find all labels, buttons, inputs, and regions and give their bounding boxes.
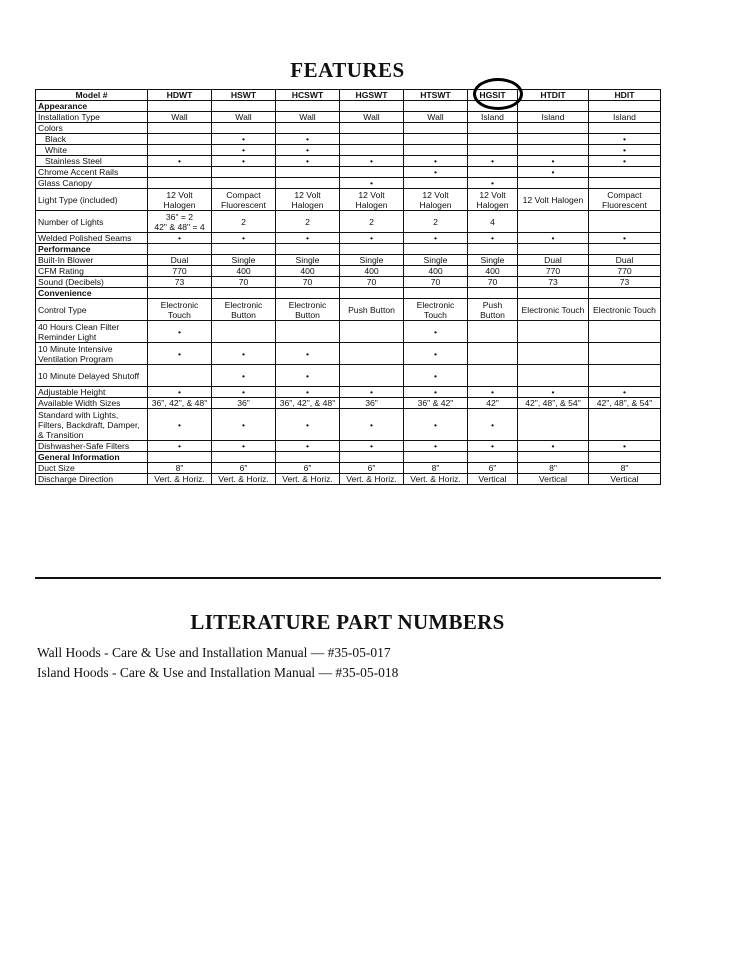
- table-cell: Vert. & Horiz.: [276, 474, 340, 485]
- table-cell: Compact Fluorescent: [589, 189, 661, 211]
- feature-dot-cell: •: [468, 156, 518, 167]
- table-cell: 2: [276, 211, 340, 233]
- table-cell: [404, 101, 468, 112]
- table-cell: 73: [589, 277, 661, 288]
- table-row: [36, 101, 661, 112]
- table-row: [36, 112, 661, 123]
- row-label: Adjustable Height: [36, 387, 148, 398]
- model-header-cell: HGSWT: [340, 90, 404, 101]
- feature-dot-cell: •: [340, 233, 404, 244]
- table-cell: Wall: [148, 112, 212, 123]
- table-cell: [468, 321, 518, 343]
- feature-dot-cell: •: [589, 134, 661, 145]
- feature-dot-cell: •: [340, 441, 404, 452]
- table-row: [36, 123, 661, 134]
- model-header-cell: HGSIT: [468, 90, 518, 101]
- table-cell: 8": [404, 463, 468, 474]
- table-cell: Compact Fluorescent: [212, 189, 276, 211]
- feature-dot-cell: •: [589, 387, 661, 398]
- row-label: Black: [36, 134, 148, 145]
- table-cell: Vert. & Horiz.: [148, 474, 212, 485]
- table-cell: [212, 101, 276, 112]
- table-cell: Vert. & Horiz.: [212, 474, 276, 485]
- row-label: Stainless Steel: [36, 156, 148, 167]
- table-cell: [589, 343, 661, 365]
- table-cell: [468, 134, 518, 145]
- table-cell: [518, 452, 589, 463]
- table-cell: 70: [404, 277, 468, 288]
- table-cell: [518, 409, 589, 441]
- table-row: [36, 409, 661, 441]
- table-cell: 73: [518, 277, 589, 288]
- table-cell: [404, 288, 468, 299]
- table-cell: 36", 42", & 48": [148, 398, 212, 409]
- table-row: [36, 474, 661, 485]
- features-title: FEATURES: [290, 58, 405, 82]
- table-cell: [340, 101, 404, 112]
- feature-dot-cell: •: [212, 233, 276, 244]
- row-label: Chrome Accent Rails: [36, 167, 148, 178]
- row-label: Sound (Decibels): [36, 277, 148, 288]
- table-cell: Dual: [148, 255, 212, 266]
- table-cell: 2: [340, 211, 404, 233]
- features-table: [35, 89, 661, 485]
- table-cell: [589, 123, 661, 134]
- table-cell: [404, 123, 468, 134]
- row-label: Light Type (included): [36, 189, 148, 211]
- table-cell: 12 Volt Halogen: [148, 189, 212, 211]
- table-cell: [468, 288, 518, 299]
- features-body: [36, 101, 661, 485]
- feature-dot-cell: •: [148, 387, 212, 398]
- table-cell: [518, 321, 589, 343]
- table-cell: 12 Volt Halogen: [276, 189, 340, 211]
- feature-dot-cell: •: [148, 343, 212, 365]
- table-cell: Dual: [518, 255, 589, 266]
- table-cell: [148, 288, 212, 299]
- feature-dot-cell: •: [276, 409, 340, 441]
- table-row: [36, 255, 661, 266]
- row-label: Dishwasher-Safe Filters: [36, 441, 148, 452]
- table-cell: 400: [212, 266, 276, 277]
- feature-dot-cell: •: [404, 233, 468, 244]
- table-cell: [404, 145, 468, 156]
- table-cell: [148, 145, 212, 156]
- table-cell: 42", 48", & 54": [518, 398, 589, 409]
- table-cell: [589, 365, 661, 387]
- table-cell: Single: [404, 255, 468, 266]
- table-cell: [404, 244, 468, 255]
- table-cell: 6": [212, 463, 276, 474]
- feature-dot-cell: •: [468, 233, 518, 244]
- feature-dot-cell: •: [276, 145, 340, 156]
- table-cell: 8": [589, 463, 661, 474]
- table-cell: [276, 452, 340, 463]
- feature-dot-cell: •: [404, 343, 468, 365]
- literature-title: LITERATURE PART NUMBERS: [190, 610, 505, 634]
- table-cell: Island: [468, 112, 518, 123]
- table-cell: 36": [340, 398, 404, 409]
- table-cell: [340, 452, 404, 463]
- table-cell: [589, 452, 661, 463]
- feature-dot-cell: •: [276, 156, 340, 167]
- table-row: [36, 463, 661, 474]
- table-cell: 2: [212, 211, 276, 233]
- table-cell: Single: [468, 255, 518, 266]
- table-cell: [148, 365, 212, 387]
- header-row: [36, 90, 661, 101]
- feature-dot-cell: •: [468, 178, 518, 189]
- table-cell: [468, 244, 518, 255]
- table-cell: [340, 321, 404, 343]
- feature-dot-cell: •: [404, 365, 468, 387]
- table-cell: [518, 244, 589, 255]
- table-cell: Island: [518, 112, 589, 123]
- table-cell: Single: [340, 255, 404, 266]
- table-row: [36, 288, 661, 299]
- table-row: [36, 167, 661, 178]
- table-cell: [148, 178, 212, 189]
- model-header-cell: HTSWT: [404, 90, 468, 101]
- feature-dot-cell: •: [212, 365, 276, 387]
- feature-dot-cell: •: [212, 343, 276, 365]
- row-label: Available Width Sizes: [36, 398, 148, 409]
- table-cell: [148, 123, 212, 134]
- table-cell: [276, 101, 340, 112]
- table-cell: [148, 134, 212, 145]
- table-cell: [340, 343, 404, 365]
- table-cell: [276, 244, 340, 255]
- table-cell: [589, 321, 661, 343]
- table-row: [36, 343, 661, 365]
- feature-dot-cell: •: [212, 145, 276, 156]
- table-cell: [340, 123, 404, 134]
- feature-dot-cell: •: [276, 233, 340, 244]
- table-cell: 12 Volt Halogen: [518, 189, 589, 211]
- table-cell: 73: [148, 277, 212, 288]
- table-cell: [276, 321, 340, 343]
- table-cell: [589, 288, 661, 299]
- table-cell: Island: [589, 112, 661, 123]
- table-cell: [212, 288, 276, 299]
- table-cell: 70: [276, 277, 340, 288]
- feature-dot-cell: •: [212, 409, 276, 441]
- table-cell: 6": [468, 463, 518, 474]
- table-cell: Electronic Touch: [518, 299, 589, 321]
- feature-dot-cell: •: [148, 156, 212, 167]
- table-cell: 36" & 42": [404, 398, 468, 409]
- table-cell: [468, 167, 518, 178]
- feature-dot-cell: •: [148, 233, 212, 244]
- feature-dot-cell: •: [404, 441, 468, 452]
- table-cell: [518, 178, 589, 189]
- row-label: Appearance: [36, 101, 148, 112]
- table-cell: [589, 167, 661, 178]
- feature-dot-cell: •: [212, 387, 276, 398]
- divider-rule: [35, 577, 661, 579]
- table-cell: 12 Volt Halogen: [340, 189, 404, 211]
- row-label: Convenience: [36, 288, 148, 299]
- feature-dot-cell: •: [518, 233, 589, 244]
- model-header-cell: HTDIT: [518, 90, 589, 101]
- table-row: [36, 178, 661, 189]
- table-cell: 6": [276, 463, 340, 474]
- feature-dot-cell: •: [404, 409, 468, 441]
- table-row: [36, 244, 661, 255]
- table-cell: [276, 123, 340, 134]
- feature-dot-cell: •: [468, 387, 518, 398]
- table-cell: Single: [276, 255, 340, 266]
- feature-dot-cell: •: [468, 441, 518, 452]
- table-cell: 6": [340, 463, 404, 474]
- row-label: Colors: [36, 123, 148, 134]
- table-cell: Vert. & Horiz.: [340, 474, 404, 485]
- feature-dot-cell: •: [212, 441, 276, 452]
- table-cell: [148, 101, 212, 112]
- feature-dot-cell: •: [589, 441, 661, 452]
- table-cell: [589, 409, 661, 441]
- table-row: [36, 398, 661, 409]
- table-cell: [404, 452, 468, 463]
- table-row: [36, 156, 661, 167]
- table-cell: [518, 365, 589, 387]
- table-row: [36, 387, 661, 398]
- table-cell: [212, 167, 276, 178]
- table-cell: 42": [468, 398, 518, 409]
- table-cell: 8": [148, 463, 212, 474]
- table-cell: 400: [276, 266, 340, 277]
- table-cell: [340, 167, 404, 178]
- table-cell: [468, 145, 518, 156]
- table-row: [36, 211, 661, 233]
- table-cell: [468, 343, 518, 365]
- feature-dot-cell: •: [148, 321, 212, 343]
- table-cell: [276, 178, 340, 189]
- table-row: [36, 266, 661, 277]
- feature-dot-cell: •: [340, 178, 404, 189]
- row-label: General Information: [36, 452, 148, 463]
- table-cell: Electronic Touch: [589, 299, 661, 321]
- table-cell: [589, 211, 661, 233]
- feature-dot-cell: •: [148, 441, 212, 452]
- table-row: [36, 321, 661, 343]
- literature-line-island: Island Hoods - Care & Use and Installation Manual — #35-05-018: [37, 665, 399, 680]
- model-header-cell: HDIT: [589, 90, 661, 101]
- table-cell: [468, 123, 518, 134]
- table-row: [36, 145, 661, 156]
- table-cell: [340, 145, 404, 156]
- feature-dot-cell: •: [212, 156, 276, 167]
- table-cell: Electronic Touch: [148, 299, 212, 321]
- table-cell: [518, 343, 589, 365]
- row-label: Installation Type: [36, 112, 148, 123]
- feature-dot-cell: •: [468, 409, 518, 441]
- table-cell: [148, 452, 212, 463]
- table-cell: Electronic Button: [212, 299, 276, 321]
- table-row: [36, 299, 661, 321]
- feature-dot-cell: •: [518, 167, 589, 178]
- row-label: Glass Canopy: [36, 178, 148, 189]
- table-cell: [212, 178, 276, 189]
- row-label: Control Type: [36, 299, 148, 321]
- table-cell: 12 Volt Halogen: [404, 189, 468, 211]
- table-cell: [518, 211, 589, 233]
- table-cell: [212, 244, 276, 255]
- table-cell: [212, 452, 276, 463]
- table-cell: 770: [518, 266, 589, 277]
- hand-drawn-circle-highlight: [473, 78, 523, 110]
- feature-dot-cell: •: [589, 156, 661, 167]
- table-cell: 4: [468, 211, 518, 233]
- table-cell: Wall: [340, 112, 404, 123]
- table-cell: 8": [518, 463, 589, 474]
- table-cell: 36" = 2 42" & 48" = 4: [148, 211, 212, 233]
- table-cell: 36": [212, 398, 276, 409]
- table-cell: 770: [589, 266, 661, 277]
- feature-dot-cell: •: [404, 321, 468, 343]
- model-header-cell: HDWT: [148, 90, 212, 101]
- feature-dot-cell: •: [518, 387, 589, 398]
- table-cell: [518, 134, 589, 145]
- table-cell: [340, 365, 404, 387]
- row-label: Duct Size: [36, 463, 148, 474]
- table-cell: Single: [212, 255, 276, 266]
- model-header: Model #: [36, 90, 148, 101]
- feature-dot-cell: •: [276, 441, 340, 452]
- table-cell: 36", 42", & 48": [276, 398, 340, 409]
- table-cell: Vert. & Horiz.: [404, 474, 468, 485]
- table-cell: 70: [212, 277, 276, 288]
- table-cell: [589, 244, 661, 255]
- table-row: [36, 452, 661, 463]
- feature-dot-cell: •: [404, 167, 468, 178]
- row-label: 10 Minute Intensive Ventilation Program: [36, 343, 148, 365]
- feature-dot-cell: •: [518, 441, 589, 452]
- row-label: Standard with Lights, Filters, Backdraft, Damper, & Transition: [36, 409, 148, 441]
- row-label: Discharge Direction: [36, 474, 148, 485]
- feature-dot-cell: •: [212, 134, 276, 145]
- row-label: 10 Minute Delayed Shutoff: [36, 365, 148, 387]
- table-cell: Wall: [404, 112, 468, 123]
- table-cell: Dual: [589, 255, 661, 266]
- feature-dot-cell: •: [589, 145, 661, 156]
- row-label: Built-In Blower: [36, 255, 148, 266]
- table-cell: Push Button: [340, 299, 404, 321]
- table-cell: [468, 365, 518, 387]
- table-cell: [340, 134, 404, 145]
- table-cell: [212, 321, 276, 343]
- table-cell: 770: [148, 266, 212, 277]
- model-header-cell: HCSWT: [276, 90, 340, 101]
- table-row: [36, 277, 661, 288]
- row-label: Performance: [36, 244, 148, 255]
- table-cell: Vertical: [518, 474, 589, 485]
- table-cell: [589, 101, 661, 112]
- table-cell: 70: [468, 277, 518, 288]
- table-cell: Wall: [276, 112, 340, 123]
- literature-line-wall: Wall Hoods - Care & Use and Installation Manual — #35-05-017: [37, 645, 391, 660]
- table-row: [36, 441, 661, 452]
- table-row: [36, 134, 661, 145]
- table-cell: [518, 288, 589, 299]
- feature-dot-cell: •: [340, 156, 404, 167]
- table-cell: Vertical: [589, 474, 661, 485]
- feature-dot-cell: •: [340, 409, 404, 441]
- feature-dot-cell: •: [276, 387, 340, 398]
- feature-dot-cell: •: [276, 365, 340, 387]
- row-label: Welded Polished Seams: [36, 233, 148, 244]
- table-cell: 400: [340, 266, 404, 277]
- feature-dot-cell: •: [404, 387, 468, 398]
- table-cell: [340, 244, 404, 255]
- table-cell: Wall: [212, 112, 276, 123]
- table-cell: 400: [404, 266, 468, 277]
- table-cell: [404, 178, 468, 189]
- feature-dot-cell: •: [276, 134, 340, 145]
- table-row: [36, 233, 661, 244]
- table-row: [36, 365, 661, 387]
- table-cell: 42", 48", & 54": [589, 398, 661, 409]
- row-label: Number of Lights: [36, 211, 148, 233]
- table-cell: [518, 101, 589, 112]
- feature-dot-cell: •: [148, 409, 212, 441]
- table-cell: [589, 178, 661, 189]
- table-cell: 70: [340, 277, 404, 288]
- feature-dot-cell: •: [518, 156, 589, 167]
- table-cell: 2: [404, 211, 468, 233]
- table-row: [36, 189, 661, 211]
- table-cell: [148, 167, 212, 178]
- row-label: CFM Rating: [36, 266, 148, 277]
- table-cell: Push Button: [468, 299, 518, 321]
- table-cell: [404, 134, 468, 145]
- table-cell: [518, 123, 589, 134]
- row-label: White: [36, 145, 148, 156]
- table-cell: [276, 288, 340, 299]
- table-cell: 12 Volt Halogen: [468, 189, 518, 211]
- table-cell: [518, 145, 589, 156]
- feature-dot-cell: •: [589, 233, 661, 244]
- table-cell: [340, 288, 404, 299]
- feature-dot-cell: •: [276, 343, 340, 365]
- table-cell: [468, 452, 518, 463]
- table-cell: 400: [468, 266, 518, 277]
- table-cell: [276, 167, 340, 178]
- feature-dot-cell: •: [404, 156, 468, 167]
- table-cell: Vertical: [468, 474, 518, 485]
- table-cell: [212, 123, 276, 134]
- feature-dot-cell: •: [340, 387, 404, 398]
- table-cell: Electronic Button: [276, 299, 340, 321]
- model-header-cell: HSWT: [212, 90, 276, 101]
- row-label: 40 Hours Clean Filter Reminder Light: [36, 321, 148, 343]
- table-cell: Electronic Touch: [404, 299, 468, 321]
- table-cell: [148, 244, 212, 255]
